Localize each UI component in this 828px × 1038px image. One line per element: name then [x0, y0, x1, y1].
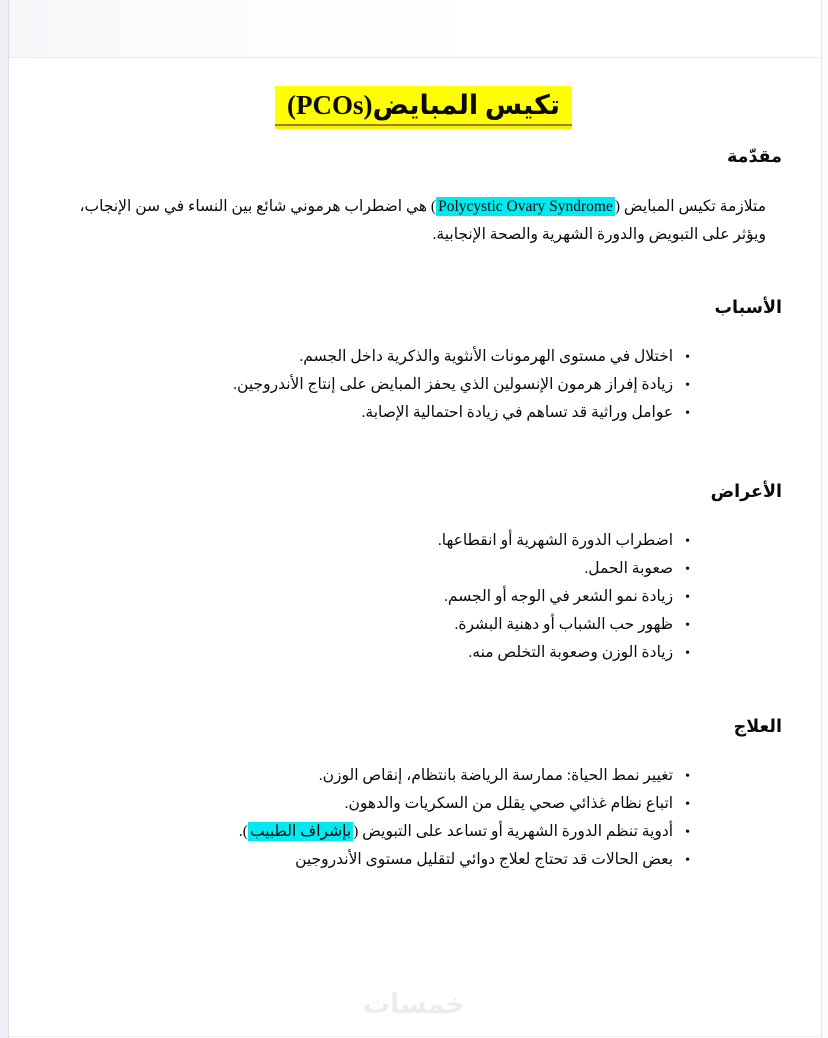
- bullet-text: [295, 846, 673, 873]
- text-segment: اختلال في مستوى الهرمونات الأنثوية والذكرية داخل الجسم.: [299, 347, 674, 365]
- bullet-text: [468, 639, 673, 666]
- bullet-marker: •: [685, 768, 690, 784]
- bullet-marker: •: [685, 796, 690, 812]
- document-title: [65, 86, 782, 129]
- section-heading-symptoms: الأعراض: [710, 480, 782, 501]
- photo-top-line: [0, 57, 828, 58]
- bullet-marker: •: [685, 377, 690, 393]
- section-causes: [65, 297, 782, 427]
- text-segment: تغيير نمط الحياة: ممارسة الرياضة بانتظام، إنقاص الوزن.: [318, 766, 674, 784]
- bullet-marker: •: [685, 533, 690, 549]
- text-segment: ).: [238, 822, 248, 840]
- bullet-text: [438, 527, 673, 554]
- text-segment: صعوبة الحمل.: [584, 559, 674, 577]
- title-latin: (PCOs): [287, 90, 373, 120]
- bullet-item: [65, 371, 690, 399]
- photo-right-edge: [821, 0, 828, 1038]
- bullet-text: [233, 371, 673, 398]
- bullet-marker: •: [685, 561, 690, 577]
- text-segment: اتباع نظام غذائي صحي يقلل من السكريات والدهون.: [344, 794, 674, 812]
- bullet-text: [362, 399, 674, 426]
- bullet-item: [65, 555, 690, 583]
- highlighted-text: Polycystic Ovary Syndrome: [438, 197, 613, 215]
- bullet-marker: •: [685, 589, 690, 605]
- bullet-marker: •: [685, 645, 690, 661]
- section-heading-intro: مقدّمة: [727, 145, 782, 166]
- section-symptoms: [65, 481, 782, 667]
- bullet-text: [239, 818, 673, 845]
- bullet-marker: •: [685, 852, 690, 868]
- bullet-text: [299, 343, 673, 370]
- photo-left-edge: [0, 0, 9, 1038]
- document-content: [0, 86, 828, 874]
- highlighted-text: بإشراف الطبيب: [249, 822, 352, 840]
- section-intro: [65, 146, 782, 249]
- bullet-item: [65, 762, 690, 790]
- bullet-text: [444, 583, 673, 610]
- bullet-marker: •: [685, 349, 690, 365]
- bullet-text: [454, 611, 673, 638]
- text-segment: اضطراب الدورة الشهرية أو انقطاعها.: [437, 531, 674, 549]
- text-segment: زيادة إفراز هرمون الإنسولين الذي يحفز المبايض على إنتاج الأندروجين.: [233, 375, 674, 393]
- bullet-marker: •: [685, 405, 690, 421]
- bullet-marker: •: [685, 617, 690, 633]
- sections-container: [65, 146, 782, 874]
- text-segment: متلازمة تكيس المبايض (: [614, 197, 766, 215]
- bullet-list-causes: [65, 343, 782, 427]
- text-segment: بعض الحالات قد تحتاج لعلاج دوائي لتقليل مستوى الأندروجين: [295, 850, 674, 868]
- bullet-list-symptoms: [65, 527, 782, 667]
- title-arabic: تكيس المبايض: [372, 90, 560, 120]
- watermark-text: خمسات: [362, 989, 466, 1019]
- title-highlight: [275, 86, 572, 129]
- text-segment: زيادة نمو الشعر في الوجه أو الجسم.: [444, 587, 674, 605]
- text-segment: ) هي اضطراب هرموني شائع بين النساء في سن الإنجاب، ويؤثر على التبويض والدورة الشهرية والصحة الإنجابية.: [79, 197, 766, 243]
- bullet-item: [65, 846, 690, 874]
- photo-top-shade: [0, 0, 828, 57]
- text-segment: زيادة الوزن وصعوبة التخلص منه.: [468, 643, 674, 661]
- bullet-text: [584, 555, 673, 582]
- bullet-text: [319, 762, 673, 789]
- bullet-item: [65, 790, 690, 818]
- section-heading-treatment: العلاج: [733, 715, 782, 736]
- bullet-item: [65, 611, 690, 639]
- photo-bottom-line: [0, 1036, 828, 1037]
- bullet-item: [65, 583, 690, 611]
- bullet-list-treatment: [65, 762, 782, 874]
- text-segment: ظهور حب الشباب أو دهنية البشرة.: [454, 615, 674, 633]
- bullet-text: [345, 790, 673, 817]
- section-paragraph-intro: [65, 193, 766, 249]
- bullet-item: [65, 639, 690, 667]
- bullet-item: [65, 527, 690, 555]
- bullet-marker: •: [685, 824, 690, 840]
- bullet-item: [65, 818, 690, 846]
- text-segment: أدوية تنظم الدورة الشهرية أو تساعد على التبويض (: [353, 822, 674, 840]
- bullet-item: [65, 343, 690, 371]
- bullet-item: [65, 399, 690, 427]
- section-heading-causes: الأسباب: [714, 296, 782, 317]
- text-segment: عوامل وراثية قد تساهم في زيادة احتمالية الإصابة.: [361, 403, 674, 421]
- section-treatment: [65, 716, 782, 874]
